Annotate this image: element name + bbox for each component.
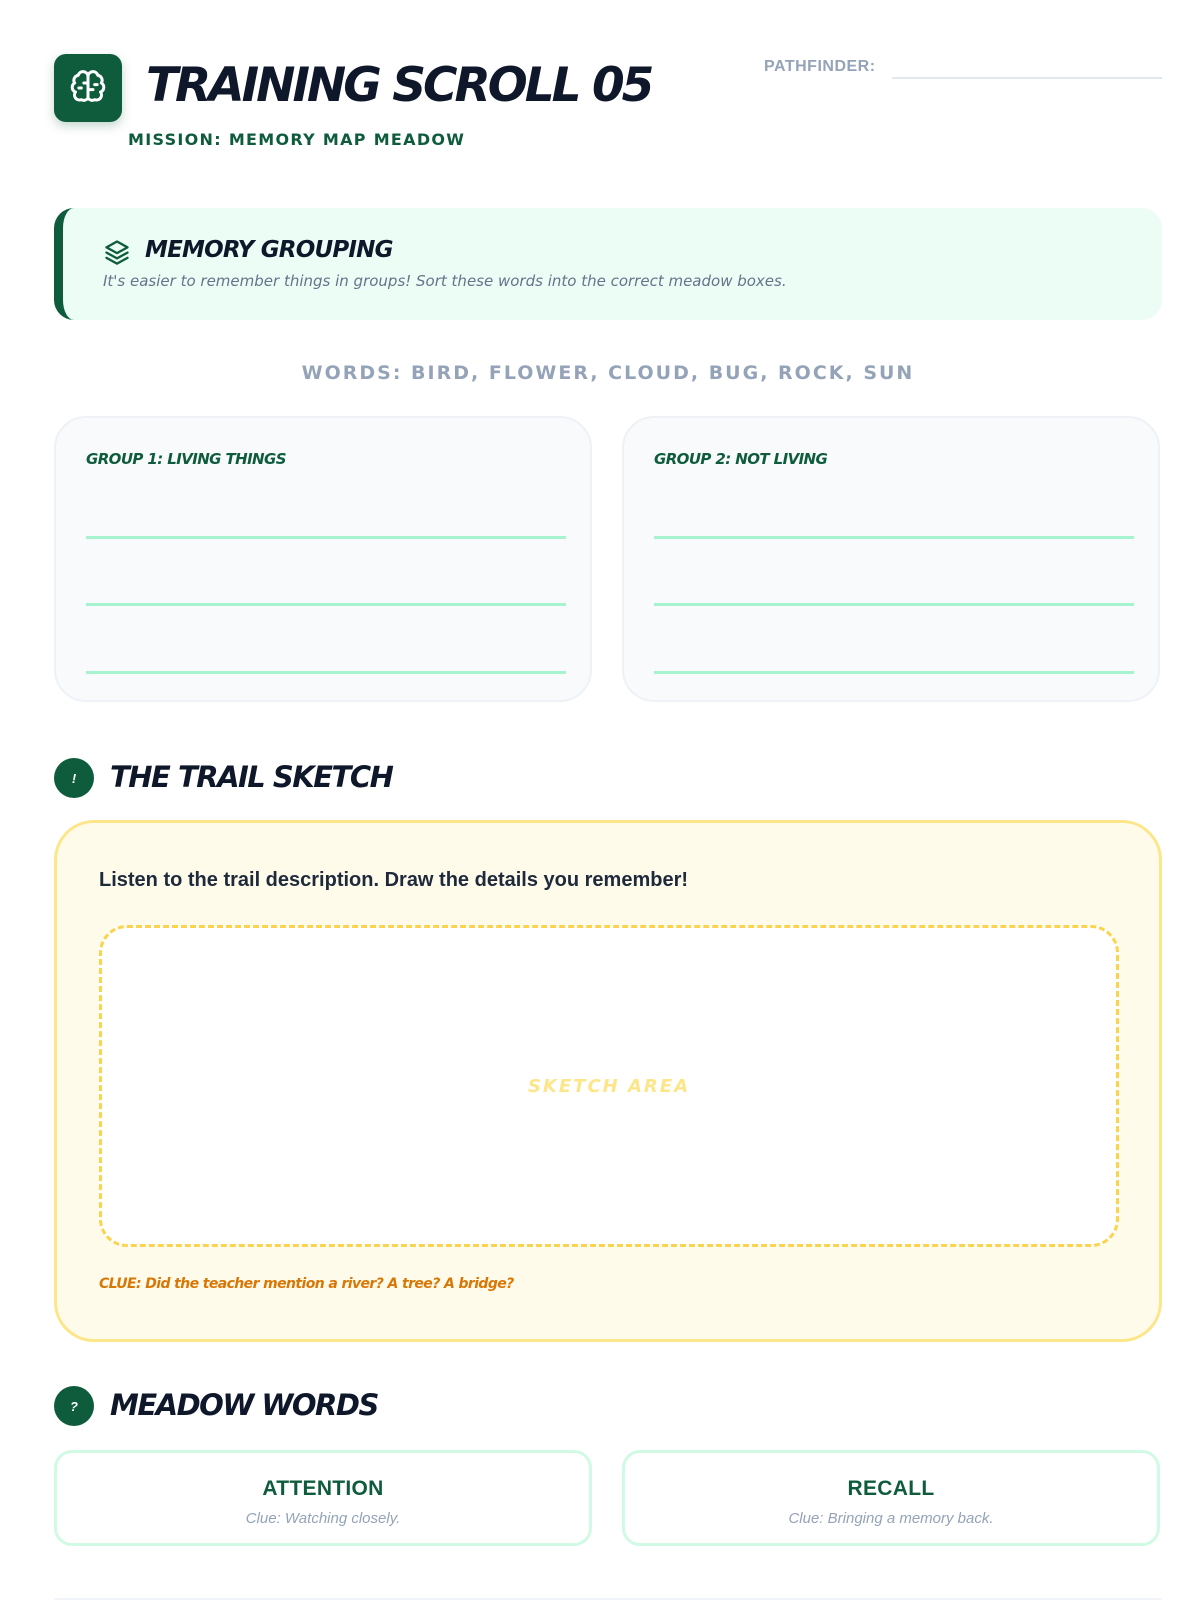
vocab-clue: Clue: Bringing a memory back.	[788, 1510, 994, 1527]
sketch-area[interactable]	[99, 925, 1119, 1247]
brain-logo	[54, 54, 122, 122]
group-title: GROUP 2: NOT LIVING	[654, 450, 828, 468]
memory-grouping-instructions: It's easier to remember things in groups! Sort these words into the correct meadow boxes.	[103, 272, 787, 290]
trail-sketch-title: THE TRAIL SKETCH	[110, 760, 393, 794]
meadow-words-title: MEADOW WORDS	[110, 1388, 378, 1422]
answer-line[interactable]	[86, 603, 566, 606]
exclamation-badge: !	[54, 758, 94, 798]
question-badge: ?	[54, 1386, 94, 1426]
answer-line[interactable]	[654, 603, 1134, 606]
vocab-clue: Clue: Watching closely.	[245, 1510, 401, 1527]
word-list: WORDS: BIRD, FLOWER, CLOUD, BUG, ROCK, SUN	[301, 362, 915, 384]
answer-line[interactable]	[654, 671, 1134, 674]
pathfinder-name-field[interactable]	[892, 77, 1162, 79]
brain-icon	[68, 68, 108, 108]
layers-icon	[103, 238, 131, 266]
vocab-card-recall	[622, 1450, 1160, 1546]
group-title: GROUP 1: LIVING THINGS	[86, 450, 286, 468]
pathfinder-label: PATHFINDER:	[764, 58, 876, 75]
group-box-living	[54, 416, 592, 702]
trail-sketch-card	[54, 820, 1162, 1342]
vocab-word: RECALL	[847, 1477, 935, 1500]
answer-line[interactable]	[654, 536, 1134, 539]
memory-grouping-title: MEMORY GROUPING	[145, 237, 393, 263]
sketch-area-label: SKETCH AREA	[527, 1076, 691, 1097]
vocab-card-attention	[54, 1450, 592, 1546]
answer-line[interactable]	[86, 536, 566, 539]
memory-grouping-banner	[54, 208, 1162, 320]
group-box-not-living	[622, 416, 1160, 702]
sketch-clue: CLUE: Did the teacher mention a river? A tree? A bridge?	[99, 1276, 514, 1292]
page-title: TRAINING SCROLL 05	[146, 58, 652, 113]
answer-line[interactable]	[86, 671, 566, 674]
mission-subtitle: MISSION: MEMORY MAP MEADOW	[128, 130, 466, 149]
vocab-word: ATTENTION	[262, 1477, 384, 1500]
sketch-instruction: Listen to the trail description. Draw the details you remember!	[99, 869, 689, 891]
